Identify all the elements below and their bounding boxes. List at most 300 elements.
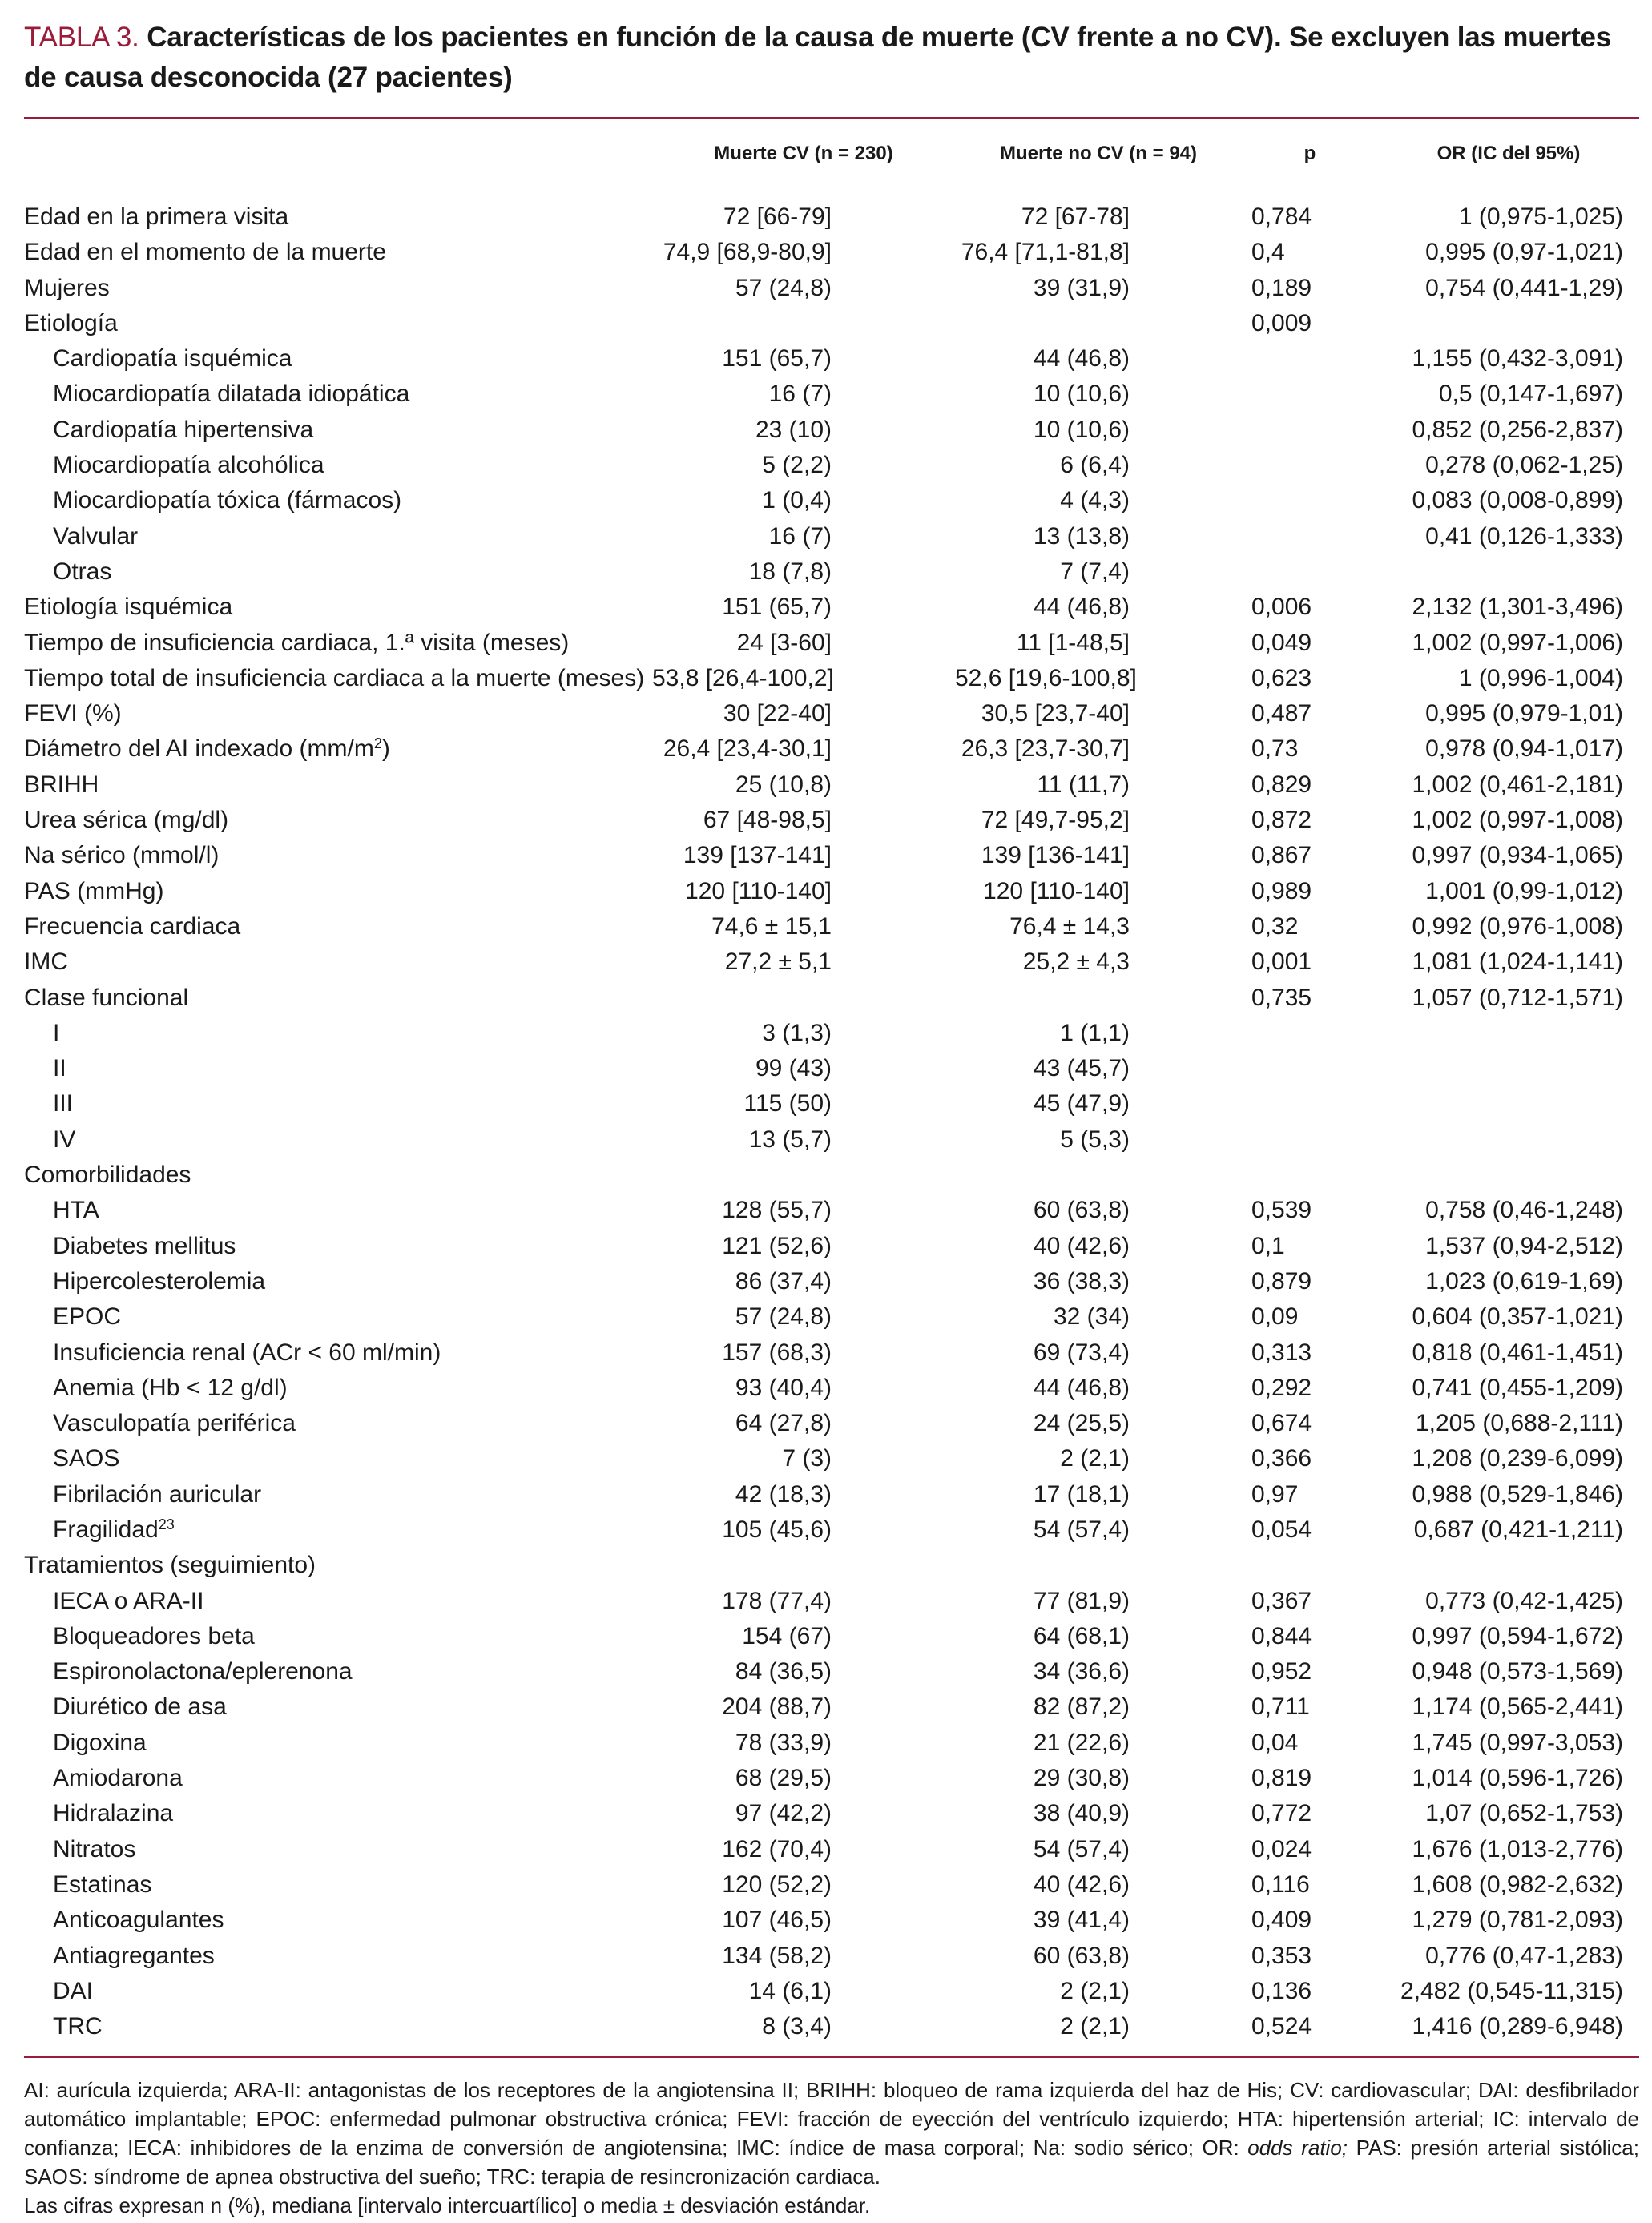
table-row <box>24 1158 1639 1193</box>
row-label <box>24 803 652 838</box>
cell-or: 0,776 (0,47-1,283) <box>1425 1942 1623 1969</box>
cell-or: 1 (0,996-1,004) <box>1458 664 1623 691</box>
cell-or <box>1378 1158 1639 1193</box>
table-row <box>24 1441 1639 1476</box>
cell-no-cv: 7 (7,4) <box>1060 558 1130 585</box>
row-label-text: Cardiopatía isquémica <box>53 345 292 373</box>
cell-p: 0,189 <box>1251 274 1312 301</box>
row-label-text: Miocardiopatía alcohólica <box>53 452 324 479</box>
cell-no-cv: 44 (46,8) <box>1033 594 1130 621</box>
row-label-text: TRC <box>53 2013 103 2040</box>
cell-cv: 204 (88,7) <box>722 1693 832 1721</box>
cell-cv: 16 (7) <box>768 522 832 550</box>
row-label <box>24 1158 652 1193</box>
table-row <box>24 271 1639 306</box>
table-row <box>24 1086 1639 1122</box>
row-label-text: Anemia (Hb < 12 g/dl) <box>53 1374 288 1401</box>
row-label-text: Diurético de asa <box>53 1693 227 1721</box>
cell-cv: 25 (10,8) <box>735 771 832 798</box>
header-p: p <box>1303 143 1316 164</box>
table-row <box>24 1193 1639 1228</box>
cell-p <box>1242 377 1378 412</box>
table-row <box>24 519 1639 554</box>
row-label-text: Mujeres <box>24 274 110 301</box>
cell-no-cv: 72 [49,7-95,2] <box>981 807 1130 834</box>
cell-or: 1,608 (0,982-2,632) <box>1412 1871 1623 1898</box>
cell-cv <box>652 1158 955 1193</box>
cell-or: 1,745 (0,997-3,053) <box>1412 1729 1623 1756</box>
cell-no-cv: 11 (11,7) <box>1037 771 1130 798</box>
cell-p <box>1242 519 1378 554</box>
row-label <box>24 1512 652 1548</box>
table-row <box>24 306 1639 341</box>
row-label-text: Digoxina <box>53 1729 147 1756</box>
row-label <box>24 1903 652 1938</box>
cell-cv: 74,6 ± 15,1 <box>711 912 832 940</box>
cell-or: 1 (0,975-1,025) <box>1458 203 1623 230</box>
table-row <box>24 626 1639 661</box>
cell-cv: 13 (5,7) <box>748 1126 832 1153</box>
row-label-text: PAS (mmHg) <box>24 877 164 904</box>
row-label <box>24 483 652 518</box>
cell-p: 0,989 <box>1251 877 1312 904</box>
cell-p: 0,009 <box>1251 309 1312 336</box>
row-label <box>24 731 652 767</box>
cell-no-cv: 4 (4,3) <box>1060 487 1130 514</box>
row-label-text: Estatinas <box>53 1871 152 1898</box>
cell-or: 0,995 (0,97-1,021) <box>1425 239 1623 266</box>
cell-p: 0,292 <box>1251 1374 1312 1401</box>
cell-p: 0,049 <box>1251 629 1312 656</box>
row-label-text: II <box>53 1055 66 1082</box>
row-label <box>24 306 652 341</box>
row-label-text: Miocardiopatía tóxica (fármacos) <box>53 487 402 514</box>
table-number: TABLA 3. <box>24 22 147 53</box>
cell-p: 0,711 <box>1251 1693 1310 1721</box>
cell-p: 0,819 <box>1251 1765 1312 1792</box>
cell-or <box>1378 1122 1639 1158</box>
row-label <box>24 448 652 483</box>
cell-no-cv: 69 (73,4) <box>1033 1339 1130 1366</box>
cell-cv: 134 (58,2) <box>722 1942 832 1969</box>
row-label-text: Hidralazina <box>53 1800 174 1827</box>
cell-no-cv: 21 (22,6) <box>1033 1729 1130 1756</box>
cell-p: 0,772 <box>1251 1800 1312 1827</box>
row-label <box>24 590 652 625</box>
row-label-superscript: 23 <box>158 1516 175 1532</box>
cell-cv: 57 (24,8) <box>735 274 832 301</box>
cell-or: 1,208 (0,239-6,099) <box>1412 1445 1623 1472</box>
cell-p <box>1242 1122 1378 1158</box>
cell-cv: 157 (68,3) <box>722 1339 832 1366</box>
row-label <box>24 1832 652 1867</box>
cell-p: 0,487 <box>1251 700 1312 727</box>
table-row <box>24 1016 1639 1051</box>
row-label-text: Comorbilidades <box>24 1162 191 1189</box>
cell-p: 0,409 <box>1251 1907 1312 1934</box>
table-row <box>24 838 1639 873</box>
cell-cv: 78 (33,9) <box>735 1729 832 1756</box>
row-label <box>24 1016 652 1051</box>
cell-cv: 72 [66-79] <box>723 203 832 230</box>
row-label <box>24 1654 652 1689</box>
table-row <box>24 1689 1639 1725</box>
cell-p: 0,024 <box>1251 1835 1312 1863</box>
cell-or: 1,155 (0,432-3,091) <box>1412 345 1623 373</box>
header-or: OR (IC del 95%) <box>1436 143 1581 164</box>
row-label-text: Nitratos <box>53 1835 136 1863</box>
row-label <box>24 1229 652 1264</box>
cell-or: 1,001 (0,99-1,012) <box>1425 877 1623 904</box>
cell-or: 1,416 (0,289-6,948) <box>1412 2013 1623 2040</box>
table-row <box>24 944 1639 980</box>
table-row <box>24 874 1639 909</box>
cell-cv: 107 (46,5) <box>722 1907 832 1934</box>
row-label <box>24 377 652 412</box>
cell-no-cv: 6 (6,4) <box>1060 452 1130 479</box>
row-label-text: Amiodarona <box>53 1765 183 1792</box>
row-label <box>24 1761 652 1796</box>
row-label <box>24 1867 652 1903</box>
cell-p: 0,367 <box>1251 1587 1312 1614</box>
row-label <box>24 838 652 873</box>
row-label-text: Hipercolesterolemia <box>53 1267 266 1295</box>
cell-or: 0,5 (0,147-1,697) <box>1438 381 1623 408</box>
cell-or <box>1378 1086 1639 1122</box>
row-label-text: I <box>53 1019 60 1046</box>
cell-no-cv: 60 (63,8) <box>1033 1197 1130 1224</box>
cell-or: 1,002 (0,997-1,006) <box>1412 629 1623 656</box>
cell-p: 0,136 <box>1251 1977 1312 2004</box>
cell-cv <box>652 306 955 341</box>
cell-cv: 115 (50) <box>743 1090 832 1118</box>
row-label-text: Anticoagulantes <box>53 1907 224 1934</box>
cell-or: 1,014 (0,596-1,726) <box>1412 1765 1623 1792</box>
figures-note: Las cifras expresan n (%), mediana [intervalo intercuartílico] o media ± desviación estándar. <box>24 2193 871 2218</box>
cell-no-cv: 39 (41,4) <box>1033 1907 1130 1934</box>
cell-or: 0,978 (0,94-1,017) <box>1425 735 1623 763</box>
row-label-text: Frecuencia cardiaca <box>24 912 241 940</box>
cell-cv: 7 (3) <box>782 1445 832 1472</box>
cell-p: 0,524 <box>1251 2013 1312 2040</box>
row-label-text: IV <box>53 1126 76 1153</box>
cell-p: 0,539 <box>1251 1197 1312 1224</box>
cell-no-cv: 120 [110-140] <box>983 877 1130 904</box>
cell-or: 2,482 (0,545-11,315) <box>1400 1977 1623 2004</box>
cell-no-cv <box>955 1548 1242 1583</box>
table-row <box>24 1229 1639 1264</box>
row-label-text: Espironolactona/eplerenona <box>53 1658 353 1685</box>
cell-or: 2,132 (1,301-3,496) <box>1412 594 1623 621</box>
cell-or: 1,002 (0,461-2,181) <box>1412 771 1623 798</box>
cell-no-cv: 54 (57,4) <box>1033 1516 1130 1543</box>
table-row <box>24 1477 1639 1512</box>
cell-cv: 93 (40,4) <box>735 1374 832 1401</box>
row-label <box>24 235 652 270</box>
cell-cv: 68 (29,5) <box>735 1765 832 1792</box>
cell-cv: 105 (45,6) <box>722 1516 832 1543</box>
table-header <box>24 119 1639 188</box>
cell-or: 1,081 (1,024-1,141) <box>1412 948 1623 976</box>
row-label-end: ) <box>381 735 390 763</box>
cell-cv: 14 (6,1) <box>748 1977 832 2004</box>
cell-cv: 151 (65,7) <box>722 345 832 373</box>
table-row <box>24 1832 1639 1867</box>
cell-or: 0,995 (0,979-1,01) <box>1425 700 1623 727</box>
row-label <box>24 341 652 377</box>
row-label-text: Tiempo de insuficiencia cardiaca, 1.ª visita (meses) <box>24 629 570 656</box>
cell-or: 0,083 (0,008-0,899) <box>1412 487 1623 514</box>
cell-no-cv: 52,6 [19,6-100,8] <box>955 664 1137 691</box>
row-label-text: Tratamientos (seguimiento) <box>24 1552 316 1579</box>
row-label <box>24 1726 652 1761</box>
row-label-text: IMC <box>24 948 68 976</box>
cell-or: 0,41 (0,126-1,333) <box>1425 522 1623 550</box>
cell-or: 0,997 (0,934-1,065) <box>1412 842 1623 869</box>
cell-no-cv: 64 (68,1) <box>1033 1622 1130 1649</box>
row-label <box>24 1335 652 1371</box>
cell-cv: 16 (7) <box>768 381 832 408</box>
row-label <box>24 696 652 731</box>
table-row <box>24 448 1639 483</box>
cell-or: 0,818 (0,461-1,451) <box>1412 1339 1623 1366</box>
cell-p: 0,829 <box>1251 771 1312 798</box>
table-row <box>24 1761 1639 1796</box>
cell-no-cv: 60 (63,8) <box>1033 1942 1130 1969</box>
cell-no-cv: 25,2 ± 4,3 <box>1022 948 1130 976</box>
table-row <box>24 1371 1639 1406</box>
row-label-text: Antiagregantes <box>53 1942 215 1969</box>
cell-p: 0,784 <box>1251 203 1312 230</box>
cell-cv: 120 (52,2) <box>722 1871 832 1898</box>
table-row <box>24 1974 1639 2009</box>
cell-or: 1,002 (0,997-1,008) <box>1412 807 1623 834</box>
cell-cv: 1 (0,4) <box>762 487 832 514</box>
row-label <box>24 1477 652 1512</box>
cell-cv: 23 (10) <box>755 416 832 443</box>
cell-cv: 27,2 ± 5,1 <box>724 948 832 976</box>
cell-no-cv: 36 (38,3) <box>1033 1267 1130 1295</box>
cell-no-cv: 17 (18,1) <box>1033 1480 1130 1508</box>
cell-no-cv: 2 (2,1) <box>1060 1977 1130 2004</box>
row-label-text: Otras <box>53 558 112 585</box>
table-row <box>24 2009 1639 2056</box>
table-row <box>24 1051 1639 1086</box>
cell-or: 1,174 (0,565-2,441) <box>1412 1693 1623 1721</box>
table-row <box>24 1264 1639 1299</box>
header-no-cv: Muerte no CV (n = 94) <box>999 143 1198 164</box>
cell-cv: 5 (2,2) <box>762 452 832 479</box>
cell-p: 0,001 <box>1251 948 1312 976</box>
cell-no-cv: 139 [136-141] <box>981 842 1130 869</box>
cell-or <box>1378 1548 1639 1583</box>
cell-or: 1,205 (0,688-2,111) <box>1415 1410 1623 1437</box>
cell-no-cv: 82 (87,2) <box>1033 1693 1130 1721</box>
cell-or: 0,988 (0,529-1,846) <box>1412 1480 1623 1508</box>
table-row <box>24 1939 1639 1974</box>
table-row <box>24 767 1639 803</box>
row-label <box>24 1974 652 2009</box>
row-label-text: SAOS <box>53 1445 120 1472</box>
cell-p: 0,116 <box>1251 1871 1310 1898</box>
cell-p: 0,952 <box>1251 1658 1312 1685</box>
table-row <box>24 909 1639 944</box>
cell-p: 0,97 <box>1251 1480 1299 1508</box>
cell-no-cv: 40 (42,6) <box>1033 1232 1130 1259</box>
cell-or <box>1378 306 1639 341</box>
table-row <box>24 483 1639 518</box>
cell-or: 1,537 (0,94-2,512) <box>1425 1232 1623 1259</box>
table-row <box>24 1512 1639 1548</box>
cell-p: 0,313 <box>1251 1339 1312 1366</box>
cell-p <box>1242 1016 1378 1051</box>
abbrev-text-1: AI: aurícula izquierda; ARA-II: antagonistas de los receptores de la angiotensina II; BRIHH: bloqueo de rama izquierda del haz de His; CV: cardiovascular; DAI: desfibrilador automático implantable; EPOC: enfermedad pulmonar obstructiva crónica; FEVI: fracción de eyección del ventrículo izquierdo; HTA: hipertensión arterial; IC: intervalo de confianza; IECA: inhibidores de la enzima de conversión de angiotensina; IMC: índice de masa corporal; Na: sodio sérico; OR: <box>24 2078 1639 2161</box>
header-label <box>24 119 652 188</box>
cell-p: 0,353 <box>1251 1942 1312 1969</box>
table-title <box>24 18 1639 98</box>
cell-or <box>1378 554 1639 590</box>
row-label-text: Urea sérica (mg/dl) <box>24 807 229 834</box>
cell-or: 1,676 (1,013-2,776) <box>1412 1835 1623 1863</box>
row-label-text: Fibrilación auricular <box>53 1480 262 1508</box>
cell-p: 0,879 <box>1251 1267 1312 1295</box>
table-row <box>24 1726 1639 1761</box>
cell-or <box>1378 1016 1639 1051</box>
header-row <box>24 119 1639 188</box>
cell-p: 0,054 <box>1251 1516 1312 1543</box>
cell-or <box>1378 1051 1639 1086</box>
row-label-text: III <box>53 1090 74 1118</box>
header-cv: Muerte CV (n = 230) <box>714 143 893 164</box>
row-label <box>24 1193 652 1228</box>
cell-no-cv: 45 (47,9) <box>1033 1090 1130 1118</box>
table-row <box>24 1584 1639 1619</box>
table-row <box>24 341 1639 377</box>
row-label <box>24 519 652 554</box>
cell-or: 0,278 (0,062-1,25) <box>1425 452 1623 479</box>
cell-no-cv <box>955 306 1242 341</box>
cell-p <box>1242 341 1378 377</box>
row-label <box>24 554 652 590</box>
table-row <box>24 981 1639 1016</box>
row-label <box>24 1796 652 1831</box>
data-table <box>24 119 1639 2056</box>
cell-or: 0,948 (0,573-1,569) <box>1412 1658 1623 1685</box>
cell-p: 0,73 <box>1251 735 1299 763</box>
cell-cv: 139 [137-141] <box>683 842 832 869</box>
row-label-text: BRIHH <box>24 771 99 798</box>
cell-no-cv: 40 (42,6) <box>1033 1871 1130 1898</box>
cell-no-cv: 2 (2,1) <box>1060 1445 1130 1472</box>
cell-or: 1,279 (0,781-2,093) <box>1412 1907 1623 1934</box>
row-label-text: DAI <box>53 1977 94 2004</box>
cell-no-cv: 38 (40,9) <box>1033 1800 1130 1827</box>
row-label-text: Vasculopatía periférica <box>53 1410 296 1437</box>
row-label-text: Clase funcional <box>24 984 189 1011</box>
cell-no-cv: 43 (45,7) <box>1033 1055 1130 1082</box>
table-row <box>24 554 1639 590</box>
cell-or: 1,07 (0,652-1,753) <box>1425 1800 1623 1827</box>
cell-cv: 151 (65,7) <box>722 594 832 621</box>
cell-cv: 8 (3,4) <box>762 2013 832 2040</box>
table-footnote <box>24 2076 1639 2220</box>
cell-p <box>1242 1086 1378 1122</box>
table-row <box>24 1619 1639 1654</box>
table-row <box>24 377 1639 412</box>
cell-p: 0,674 <box>1251 1410 1312 1437</box>
cell-or: 1,057 (0,712-1,571) <box>1412 984 1623 1011</box>
table-row <box>24 1548 1639 1583</box>
row-label <box>24 874 652 909</box>
cell-p <box>1242 413 1378 448</box>
cell-cv: 53,8 [26,4-100,2] <box>652 664 834 691</box>
cell-cv: 84 (36,5) <box>735 1658 832 1685</box>
cell-or: 0,741 (0,455-1,209) <box>1412 1374 1623 1401</box>
row-label-text: Cardiopatía hipertensiva <box>53 416 314 443</box>
row-label <box>24 1051 652 1086</box>
table-row <box>24 1122 1639 1158</box>
abbreviations <box>24 2076 1639 2191</box>
table-row <box>24 1654 1639 1689</box>
cell-no-cv: 44 (46,8) <box>1033 1374 1130 1401</box>
row-label-text: IECA o ARA-II <box>53 1587 204 1614</box>
cell-no-cv: 34 (36,6) <box>1033 1658 1130 1685</box>
cell-no-cv <box>955 981 1242 1016</box>
row-label <box>24 1086 652 1122</box>
cell-cv: 67 [48-98,5] <box>703 807 832 834</box>
cell-no-cv: 11 [1-48,5] <box>1016 629 1130 656</box>
table-row <box>24 590 1639 625</box>
cell-cv: 64 (27,8) <box>735 1410 832 1437</box>
cell-no-cv: 10 (10,6) <box>1033 381 1130 408</box>
cell-p: 0,09 <box>1251 1303 1299 1331</box>
row-label <box>24 1939 652 1974</box>
row-label <box>24 1371 652 1406</box>
row-label-text: Na sérico (mmol/l) <box>24 842 220 869</box>
cell-no-cv: 76,4 ± 14,3 <box>1009 912 1130 940</box>
table-row <box>24 1867 1639 1903</box>
cell-cv: 162 (70,4) <box>722 1835 832 1863</box>
cell-cv: 26,4 [23,4-30,1] <box>663 735 832 763</box>
row-label-text: Miocardiopatía dilatada idiopática <box>53 381 410 408</box>
cell-no-cv: 54 (57,4) <box>1033 1835 1130 1863</box>
table-row <box>24 1796 1639 1831</box>
row-label-superscript: 2 <box>373 735 382 752</box>
row-label <box>24 2009 652 2056</box>
row-label-text: Diabetes mellitus <box>53 1232 236 1259</box>
cell-cv: 86 (37,4) <box>735 1267 832 1295</box>
cell-p <box>1242 554 1378 590</box>
row-label-text: HTA <box>53 1197 99 1224</box>
cell-no-cv: 30,5 [23,7-40] <box>981 700 1130 727</box>
cell-no-cv: 1 (1,1) <box>1060 1019 1130 1046</box>
cell-cv <box>652 1548 955 1583</box>
row-label-text: Edad en la primera visita <box>24 203 289 230</box>
cell-or: 0,687 (0,421-1,211) <box>1413 1516 1623 1543</box>
cell-no-cv: 29 (30,8) <box>1033 1765 1130 1792</box>
row-label <box>24 1689 652 1725</box>
cell-cv: 178 (77,4) <box>722 1587 832 1614</box>
cell-cv: 42 (18,3) <box>735 1480 832 1508</box>
cell-cv: 18 (7,8) <box>748 558 832 585</box>
bottom-rule <box>24 2056 1639 2058</box>
cell-p: 0,32 <box>1251 912 1299 940</box>
cell-or: 0,852 (0,256-2,837) <box>1412 416 1623 443</box>
cell-cv: 3 (1,3) <box>762 1019 832 1046</box>
cell-p <box>1242 448 1378 483</box>
cell-cv <box>652 981 955 1016</box>
cell-no-cv: 13 (13,8) <box>1033 522 1130 550</box>
